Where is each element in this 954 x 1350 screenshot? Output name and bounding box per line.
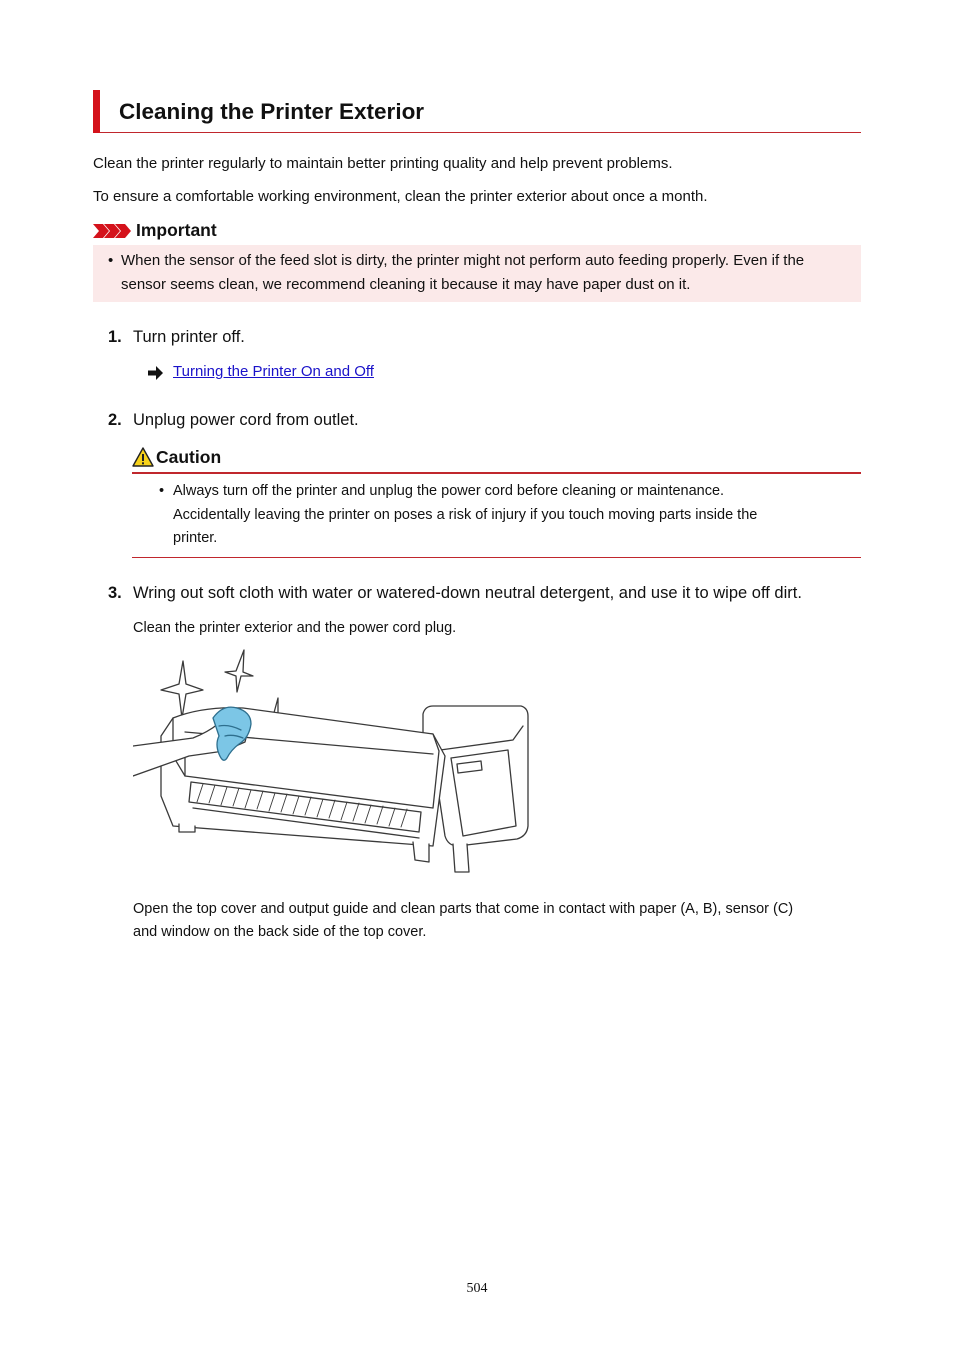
section-heading (93, 90, 861, 133)
intro-paragraph-1: Clean the printer regularly to maintain better printing quality and help prevent problems. (93, 155, 673, 172)
step-2-text: Unplug power cord from outlet. (133, 411, 359, 429)
important-text-line-2: sensor seems clean, we recommend cleaning it because it may have paper dust on it. (121, 276, 691, 293)
turning-printer-on-off-link[interactable]: Turning the Printer On and Off (173, 363, 374, 380)
caution-text-line-2: Accidentally leaving the printer on poses a risk of injury if you touch moving parts inside the (173, 507, 758, 523)
bullet-dot: • (108, 252, 114, 269)
intro-paragraph-2: To ensure a comfortable working environment, clean the printer exterior about once a month. (93, 188, 708, 205)
step-3-subtext-2-line-1: Open the top cover and output guide and clean parts that come in contact with paper (A, B), sensor (C) (133, 901, 794, 917)
heading-accent-bar (93, 90, 100, 133)
step-3-text: Wring out soft cloth with water or watered-down neutral detergent, and use it to wipe off dirt. (133, 584, 802, 602)
caution-header (132, 444, 861, 474)
important-chevrons-icon (93, 224, 131, 238)
caution-label: Caution (156, 447, 222, 467)
bullet-dot: • (159, 483, 165, 499)
page-number: 504 (466, 1281, 488, 1296)
step-1-number: 1. (108, 328, 122, 346)
step-3-number: 3. (108, 584, 122, 602)
important-text-line-1: When the sensor of the feed slot is dirty, the printer might not perform auto feeding properly. Even if the (121, 252, 805, 269)
sparkle-icon (161, 661, 203, 718)
arrow-right-icon (148, 366, 164, 380)
printer-cleaning-illustration (133, 646, 536, 882)
step-3-subtext-2-line-2: and window on the back side of the top cover. (133, 924, 427, 940)
step-3-subtext-1: Clean the printer exterior and the power cord plug. (133, 620, 457, 636)
important-label: Important (136, 220, 217, 240)
step-2-number: 2. (108, 411, 122, 429)
step-1-text: Turn printer off. (133, 328, 245, 346)
caution-text-line-3: printer. (173, 530, 218, 546)
caution-text-line-1: Always turn off the printer and unplug the power cord before cleaning or maintenance. (173, 483, 725, 499)
important-box (93, 245, 861, 302)
warning-triangle-icon (132, 447, 154, 467)
caution-box (132, 476, 861, 558)
sparkle-icon (225, 650, 253, 692)
page-title: Cleaning the Printer Exterior (119, 99, 425, 124)
